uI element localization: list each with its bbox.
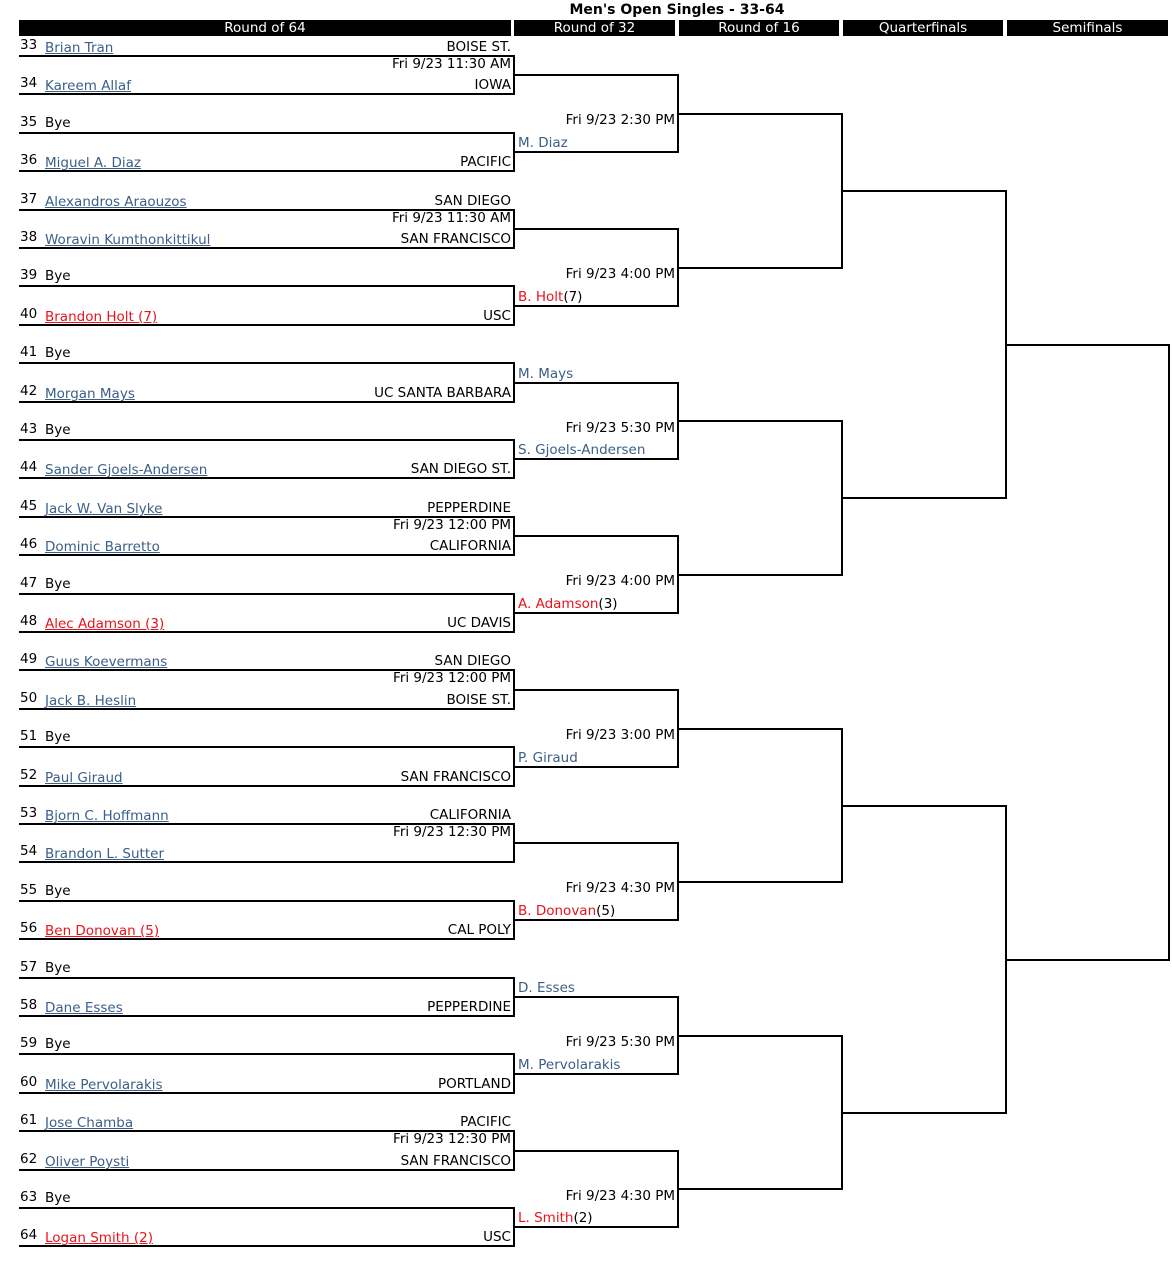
player-line	[19, 1207, 513, 1209]
player-line	[19, 977, 513, 979]
seed-number: (7)	[563, 289, 583, 305]
player-name-link[interactable]: Bjorn C. Hoffmann	[45, 808, 169, 824]
school-name: IOWA	[474, 77, 511, 93]
school-name: PEPPERDINE	[427, 500, 511, 516]
draw-number: 61	[20, 1112, 38, 1128]
draw-number: 48	[20, 613, 38, 629]
player-line	[19, 593, 513, 595]
player-name-link[interactable]: Dane Esses	[45, 1000, 123, 1016]
round-header: Quarterfinals	[843, 20, 1003, 36]
advancing-player-name[interactable]: S. Gjoels-Andersen	[518, 442, 646, 458]
draw-number: 56	[20, 920, 38, 936]
quarterfinal-line	[841, 497, 1005, 499]
advancing-player-name[interactable]: B. Donovan	[518, 903, 597, 919]
quarterfinal-line	[841, 190, 1005, 192]
draw-number: 44	[20, 459, 38, 475]
seed-number: (5)	[596, 903, 616, 919]
advancing-player-name[interactable]: P. Giraud	[518, 750, 578, 766]
match-time: Fri 9/23 4:30 PM	[565, 880, 675, 896]
player-line	[19, 900, 513, 902]
r32-line	[513, 228, 677, 230]
r32-line	[513, 612, 677, 614]
school-name: UC SANTA BARBARA	[374, 385, 511, 401]
draw-number: 33	[20, 37, 38, 53]
player-name-link[interactable]: Alexandros Araouzos	[45, 194, 187, 210]
r32-winner[interactable]	[518, 366, 573, 382]
player-name-link[interactable]: Jack B. Heslin	[45, 693, 137, 709]
school-name: SAN FRANCISCO	[400, 769, 511, 785]
player-name-link[interactable]: Dominic Barretto	[45, 539, 160, 555]
draw-number: 60	[20, 1074, 38, 1090]
r16-line	[677, 574, 841, 576]
player-name-link[interactable]: Jack W. Van Slyke	[45, 501, 163, 517]
school-name: PACIFIC	[460, 1114, 511, 1130]
bye-label: Bye	[45, 268, 71, 284]
draw-number: 38	[20, 229, 38, 245]
draw-number: 45	[20, 498, 38, 514]
school-name: USC	[483, 1229, 511, 1245]
match-time: Fri 9/23 5:30 PM	[565, 1034, 675, 1050]
player-name-link[interactable]: Morgan Mays	[45, 386, 135, 402]
school-name: CALIFORNIA	[429, 807, 511, 823]
match-time: Fri 9/23 4:30 PM	[565, 1188, 675, 1204]
semifinal-line	[1005, 344, 1170, 346]
r32-line	[513, 689, 677, 691]
r32-winner[interactable]	[518, 289, 582, 305]
school-name: SAN DIEGO ST.	[410, 461, 511, 477]
bye-label: Bye	[45, 422, 71, 438]
bye-label: Bye	[45, 345, 71, 361]
r32-line	[513, 919, 677, 921]
r16-line	[677, 420, 841, 422]
match-connector	[1168, 344, 1170, 961]
round-header: Round of 64	[19, 20, 511, 36]
draw-number: 46	[20, 536, 38, 552]
draw-number: 58	[20, 997, 38, 1013]
r32-winner[interactable]	[518, 596, 618, 612]
r32-line	[513, 535, 677, 537]
player-line	[19, 1053, 513, 1055]
school-name: SAN FRANCISCO	[400, 1153, 511, 1169]
player-name-link[interactable]: Oliver Poysti	[45, 1154, 130, 1170]
round-header: Semifinals	[1007, 20, 1168, 36]
school-name: PACIFIC	[460, 154, 511, 170]
r32-winner[interactable]	[518, 903, 615, 919]
player-name-link[interactable]: Brandon Holt (7)	[45, 309, 158, 325]
school-name: PEPPERDINE	[427, 999, 511, 1015]
school-name: BOISE ST.	[446, 692, 511, 708]
r16-line	[677, 1035, 841, 1037]
draw-number: 42	[20, 383, 38, 399]
r32-line	[513, 305, 677, 307]
bye-label: Bye	[45, 115, 71, 131]
match-time: Fri 9/23 4:00 PM	[565, 573, 675, 589]
school-name: UC DAVIS	[447, 615, 511, 631]
player-line	[19, 746, 513, 748]
player-name-link[interactable]: Brandon L. Sutter	[45, 846, 164, 862]
player-name-link[interactable]: Logan Smith (2)	[45, 1230, 153, 1246]
r32-line	[513, 458, 677, 460]
draw-number: 50	[20, 690, 38, 706]
r32-line	[513, 766, 677, 768]
bye-label: Bye	[45, 960, 71, 976]
draw-number: 53	[20, 805, 38, 821]
quarterfinal-line	[841, 805, 1005, 807]
match-time: Fri 9/23 12:30 PM	[393, 824, 511, 840]
draw-number: 63	[20, 1189, 38, 1205]
r32-winner[interactable]	[518, 980, 575, 996]
seed-number: (3)	[598, 596, 618, 612]
draw-number: 62	[20, 1151, 38, 1167]
school-name: SAN DIEGO	[434, 653, 511, 669]
r32-line	[513, 1226, 677, 1228]
r32-line	[513, 1073, 677, 1075]
draw-number: 49	[20, 651, 38, 667]
player-name-link[interactable]: Kareem Allaf	[45, 78, 131, 94]
school-name: SAN DIEGO	[434, 193, 511, 209]
player-name-link[interactable]: Mike Pervolarakis	[45, 1077, 163, 1093]
advancing-player-name[interactable]: L. Smith	[518, 1210, 574, 1226]
advancing-player-name[interactable]: B. Holt	[518, 289, 564, 305]
r32-winner[interactable]	[518, 1210, 593, 1226]
r16-line	[677, 1188, 841, 1190]
school-name: SAN FRANCISCO	[400, 231, 511, 247]
r16-line	[677, 728, 841, 730]
bye-label: Bye	[45, 883, 71, 899]
round-header: Round of 32	[514, 20, 675, 36]
advancing-player-name[interactable]: D. Esses	[518, 980, 575, 996]
round-header: Round of 16	[679, 20, 839, 36]
r32-winner[interactable]	[518, 1057, 620, 1073]
advancing-player-name[interactable]: M. Pervolarakis	[518, 1057, 621, 1073]
advancing-player-name[interactable]: M. Diaz	[518, 135, 568, 151]
draw-number: 64	[20, 1227, 38, 1243]
match-time: Fri 9/23 12:00 PM	[393, 517, 511, 533]
r32-winner[interactable]	[518, 442, 645, 458]
player-name-link[interactable]: Woravin Kumthonkittikul	[45, 232, 211, 248]
player-line	[19, 439, 513, 441]
player-name-link[interactable]: Miguel A. Diaz	[45, 155, 141, 171]
player-line	[19, 132, 513, 134]
r16-line	[677, 267, 841, 269]
school-name: PORTLAND	[438, 1076, 511, 1092]
bye-label: Bye	[45, 576, 71, 592]
draw-number: 55	[20, 882, 38, 898]
player-name-link[interactable]: Alec Adamson (3)	[45, 616, 165, 632]
match-time: Fri 9/23 5:30 PM	[565, 420, 675, 436]
draw-number: 51	[20, 728, 38, 744]
r32-line	[513, 74, 677, 76]
r16-line	[677, 113, 841, 115]
player-name-link[interactable]: Guus Koevermans	[45, 654, 168, 670]
draw-number: 59	[20, 1035, 38, 1051]
draw-number: 37	[20, 191, 38, 207]
r32-line	[513, 382, 677, 384]
r32-line	[513, 842, 677, 844]
draw-number: 35	[20, 114, 38, 130]
bye-label: Bye	[45, 729, 71, 745]
match-time: Fri 9/23 2:30 PM	[565, 112, 675, 128]
quarterfinal-line	[841, 1112, 1005, 1114]
r32-line	[513, 996, 677, 998]
player-name-link[interactable]: Sander Gjoels-Andersen	[45, 462, 208, 478]
player-name-link[interactable]: Paul Giraud	[45, 770, 123, 786]
bye-label: Bye	[45, 1036, 71, 1052]
match-time: Fri 9/23 12:00 PM	[393, 670, 511, 686]
draw-number: 41	[20, 344, 38, 360]
player-name-link[interactable]: Jose Chamba	[45, 1115, 134, 1131]
player-name-link[interactable]: Brian Tran	[45, 40, 114, 56]
match-time: Fri 9/23 11:30 AM	[391, 210, 511, 226]
r32-winner[interactable]	[518, 135, 568, 151]
school-name: USC	[483, 308, 511, 324]
school-name: BOISE ST.	[446, 39, 511, 55]
draw-number: 43	[20, 421, 38, 437]
r32-winner[interactable]	[518, 750, 578, 766]
school-name: CAL POLY	[447, 922, 511, 938]
match-time: Fri 9/23 4:00 PM	[565, 266, 675, 282]
draw-number: 54	[20, 843, 38, 859]
r16-line	[677, 881, 841, 883]
draw-number: 52	[20, 767, 38, 783]
match-time: Fri 9/23 12:30 PM	[393, 1131, 511, 1147]
r32-line	[513, 151, 677, 153]
match-time: Fri 9/23 11:30 AM	[391, 56, 511, 72]
bye-label: Bye	[45, 1190, 71, 1206]
player-name-link[interactable]: Ben Donovan (5)	[45, 923, 160, 939]
draw-number: 39	[20, 267, 38, 283]
player-line	[19, 362, 513, 364]
player-line	[19, 285, 513, 287]
page-title: Men's Open Singles - 33-64	[569, 2, 785, 18]
draw-number: 36	[20, 152, 38, 168]
match-time: Fri 9/23 3:00 PM	[565, 727, 675, 743]
advancing-player-name[interactable]: M. Mays	[518, 366, 574, 382]
semifinal-line	[1005, 959, 1170, 961]
draw-number: 47	[20, 575, 38, 591]
seed-number: (2)	[573, 1210, 593, 1226]
draw-number: 34	[20, 75, 38, 91]
draw-number: 40	[20, 306, 38, 322]
advancing-player-name[interactable]: A. Adamson	[518, 596, 599, 612]
draw-number: 57	[20, 959, 38, 975]
r32-line	[513, 1150, 677, 1152]
school-name: CALIFORNIA	[429, 538, 511, 554]
